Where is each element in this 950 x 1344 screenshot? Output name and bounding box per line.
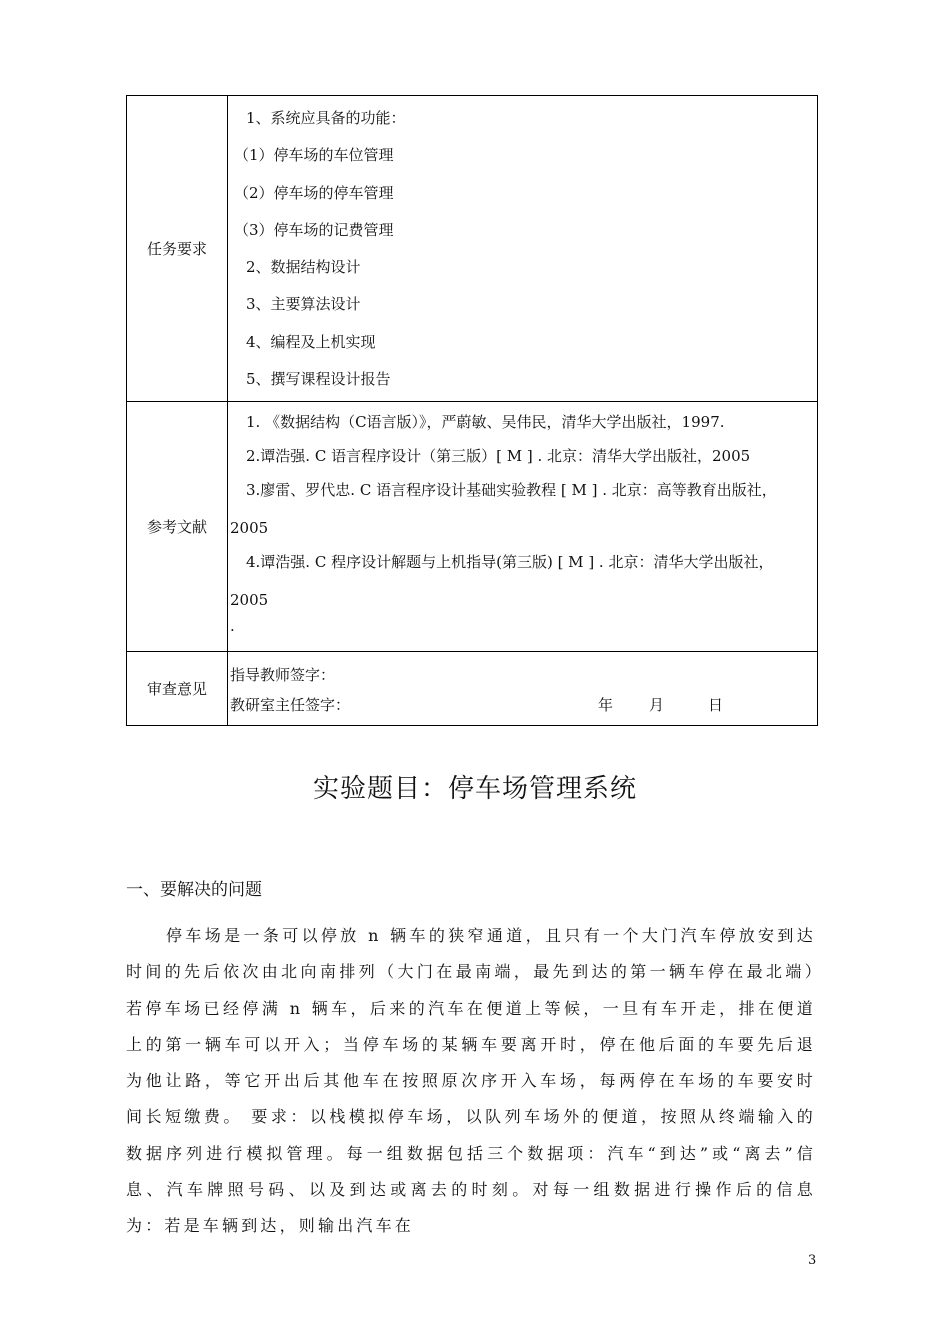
references-row <box>127 402 818 652</box>
date-year-label: 年 <box>598 696 614 715</box>
task-item: （2）停车场的停车管理 <box>234 183 394 202</box>
section-heading: 一、要解决的问题 <box>126 880 262 900</box>
reference-continuation: 2005 <box>230 591 269 610</box>
tasks-row <box>127 96 818 402</box>
page-number: 3 <box>808 1253 817 1268</box>
page-title: 实验题目：停车场管理系统 <box>312 774 637 804</box>
body-paragraph: 停车场是一条可以停放 n 辆车的狭窄通道，且只有一个大门汽车停放安到达时间的先后依次由北向南排列（大门在最南端，最先到达的第一辆车停在最北端）若停车场已经停满 n 辆车，后来的汽车在便道上等候，一旦有车开走，排在便道上的第一辆车可以开入；当停车场的某辆车要离开时，停在他后面的车要先后退为他让路，等它开出后其他车在按照原次序开入车场，每两停在车场的车要安时间长短缴费。 要求：以栈模拟停车场，以队列车场外的便道，按照从终端输入的数据序列进行模拟管理。每一组数据包括三个数据项：汽车“到达”或“离去”信息、汽车牌照号码、以及到达或离去的时刻。对每一组数据进行操作后的信息为：若是车辆到达，则输出汽车在 <box>126 926 816 1236</box>
date-day-label: 日 <box>708 696 724 715</box>
reference-text: 4.谭浩强. C 程序设计解题与上机指导(第三版) [ M ] . 北京：清华大学出版社， <box>246 553 774 572</box>
date-month-label: 月 <box>649 696 665 715</box>
references-list <box>228 402 817 610</box>
reference-item <box>228 480 817 538</box>
task-item: （1）停车场的车位管理 <box>234 146 394 165</box>
tasks-cell <box>228 96 818 402</box>
review-label: 审查意见 <box>127 652 228 726</box>
advisor-signature-label: 指导教师签字： <box>230 666 336 685</box>
director-signature-label: 教研室主任签字： <box>230 696 351 715</box>
task-item: 1、系统应具备的功能： <box>246 109 406 127</box>
date-fields <box>598 690 723 720</box>
reference-item <box>228 446 817 466</box>
review-cell <box>228 652 818 726</box>
reference-text: 3.廖雷、罗代忠. C 语言程序设计基础实验教程 [ M ] . 北京：高等教育出版社， <box>246 481 777 500</box>
references-label: 参考文献 <box>127 402 228 652</box>
director-signature-line <box>228 690 817 720</box>
body-paragraph-block <box>126 918 816 1245</box>
advisor-signature-line <box>228 660 817 690</box>
task-item: 2、数据结构设计 <box>246 258 361 277</box>
references-tail: . <box>230 617 235 636</box>
tasks-list <box>228 96 817 401</box>
reference-item <box>228 412 817 432</box>
reference-item <box>228 552 817 610</box>
assignment-table <box>126 95 818 726</box>
task-item: （3）停车场的记费管理 <box>234 220 394 239</box>
task-item: 4、编程及上机实现 <box>246 332 376 351</box>
tasks-label: 任务要求 <box>127 96 228 402</box>
task-item: 3、主要算法设计 <box>246 295 361 314</box>
reference-text: 1. 《数据结构（C语言版）》，严蔚敏、吴伟民，清华大学出版社，1997. <box>246 413 725 432</box>
task-item: 5、撰写课程设计报告 <box>246 370 391 389</box>
reference-continuation: 2005 <box>230 519 269 538</box>
references-cell <box>228 402 818 652</box>
review-row <box>127 652 818 726</box>
reference-text: 2.谭浩强. C 语言程序设计（第三版）[ M ] . 北京：清华大学出版社，2005 <box>246 447 751 466</box>
